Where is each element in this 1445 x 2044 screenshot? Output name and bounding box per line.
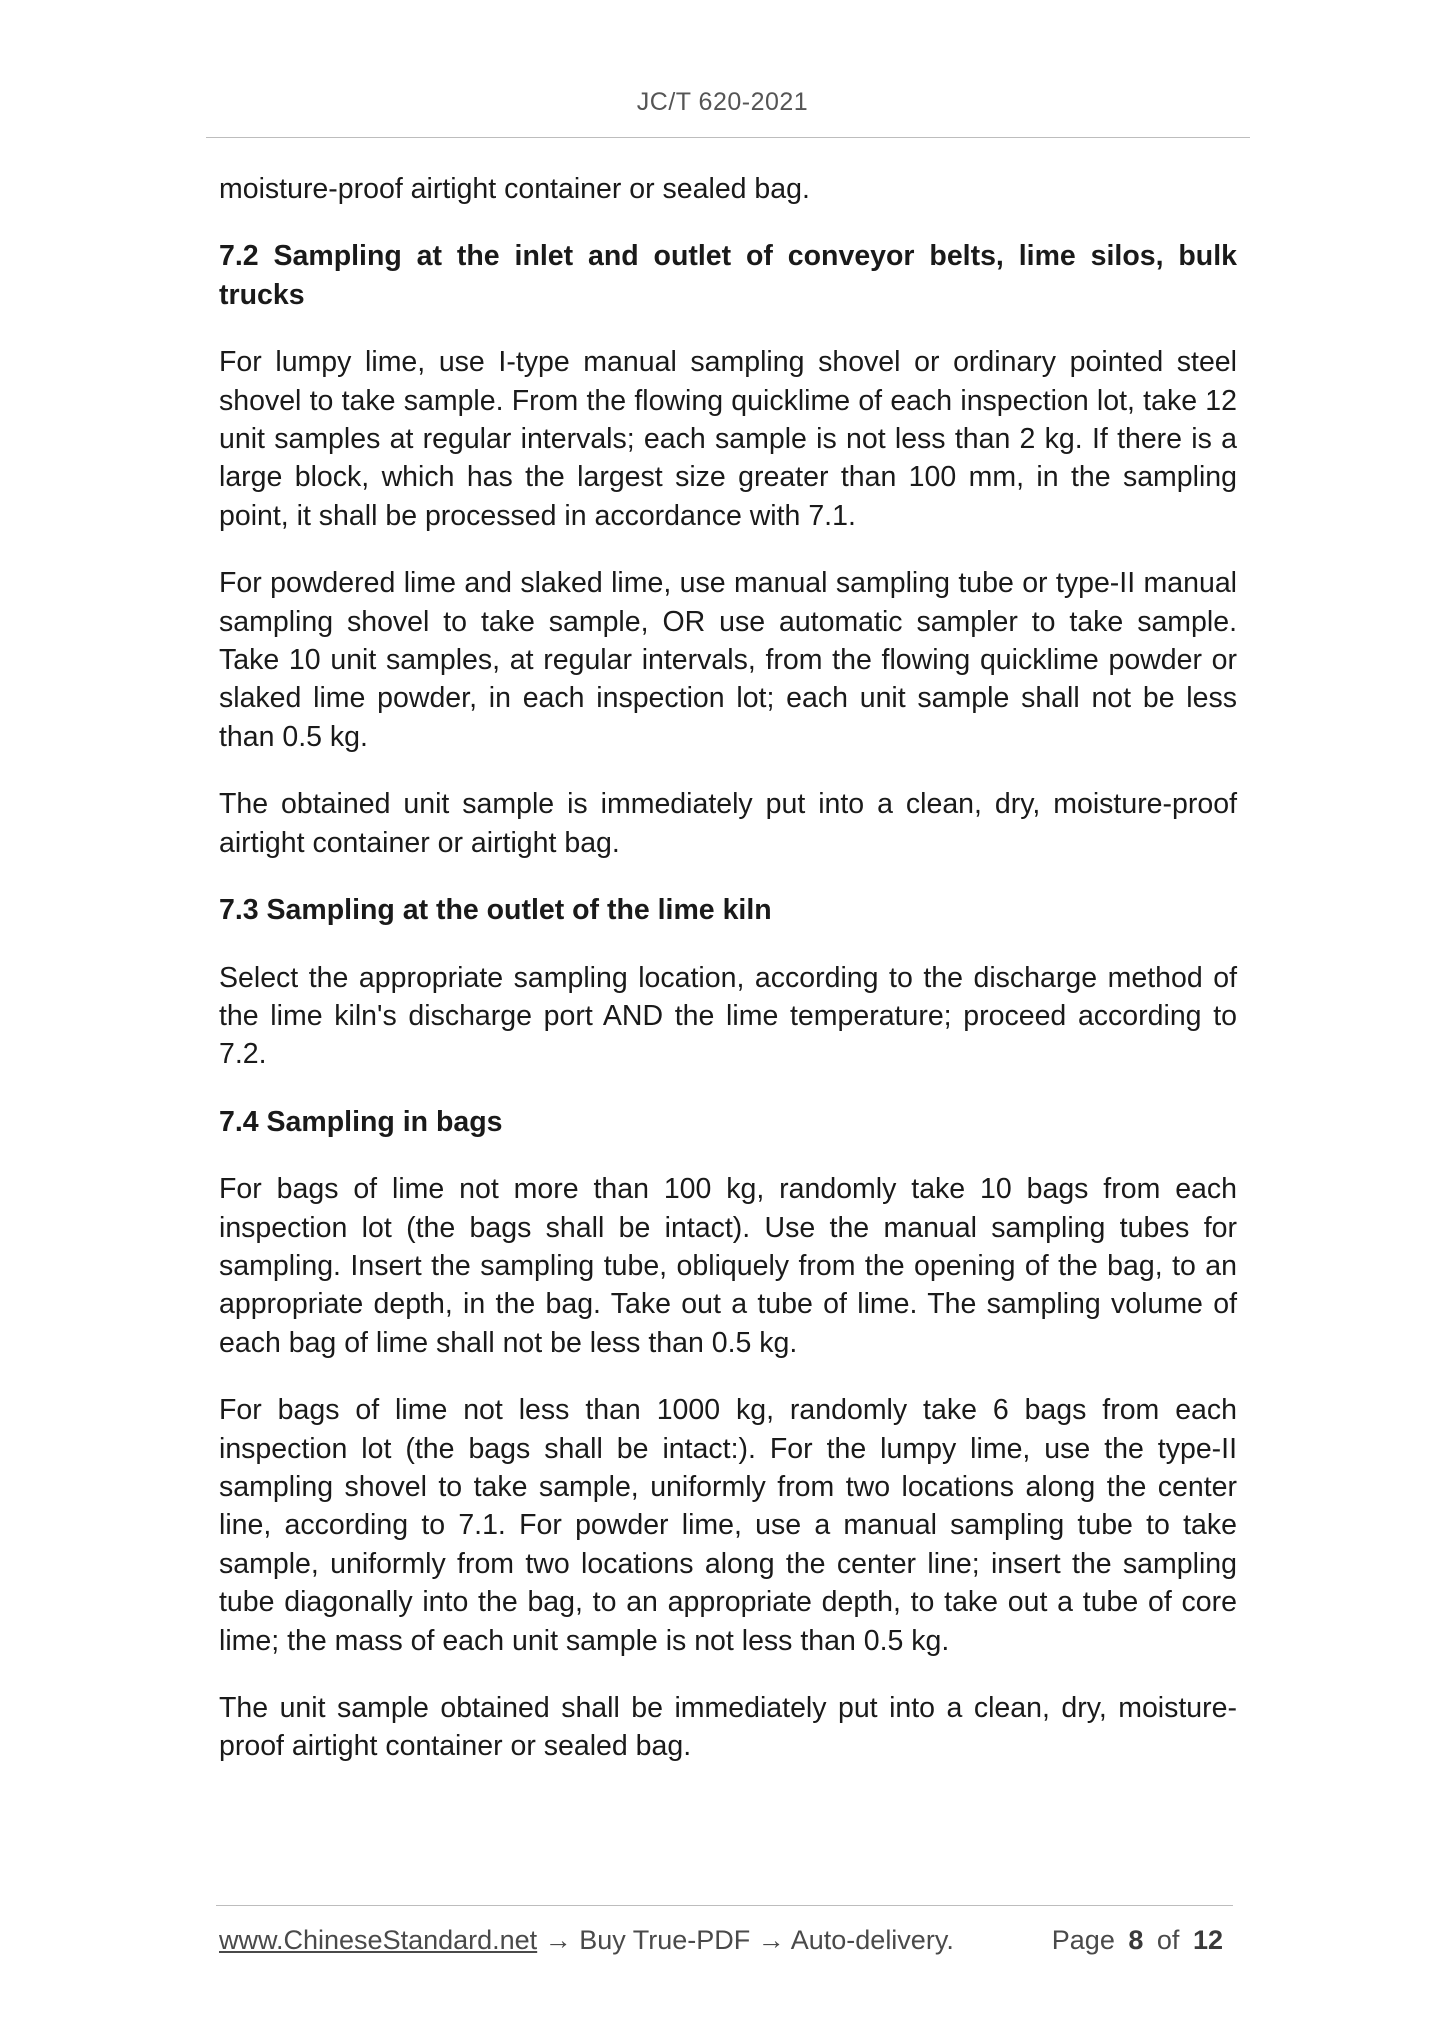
page-indicator <box>1052 1925 1229 1956</box>
paragraph-7-2-storage: The obtained unit sample is immediately put into a clean, dry, moisture-proof airtight container or airtight bag. <box>219 788 1237 859</box>
website-link[interactable]: www.ChineseStandard.net <box>219 1925 538 1955</box>
paragraph-7-4-large-bags: For bags of lime not less than 1000 kg, randomly take 6 bags from each inspection lot (the bags shall be intact:). For the lumpy lime, use the type-II sampling shovel to take sample, uniformly from two locations along the center line, according to 7.1. For powder lime, use a manual sampling tube to take sample, uniformly from two locations along the center line; insert the sampling tube diagonally into the bag, to an appropriate depth, to take out a tube of core lime; the mass of each unit sample is not less than 0.5 kg. <box>219 1394 1237 1657</box>
current-page-number: 8 <box>1128 1925 1144 1955</box>
document-body <box>219 170 1237 1795</box>
section-heading-7-3: 7.3 Sampling at the outlet of the lime kiln <box>219 894 772 927</box>
page-label: Page <box>1051 1925 1115 1955</box>
footer-promo-text: → Buy True-PDF → Auto-delivery. <box>537 1925 954 1955</box>
paragraph-7-4-small-bags: For bags of lime not more than 100 kg, randomly take 10 bags from each inspection lot (the bags shall be intact). Use the manual sampling tubes for sampling. Insert the sampling tube, obliquely from the opening of the bag, to an appropriate depth, in the bag. Take out a tube of lime. The sampling volume of each bag of lime shall not be less than 0.5 kg. <box>219 1173 1237 1359</box>
paragraph-7-4-storage: The unit sample obtained shall be immediately put into a clean, dry, moisture-proof airtight container or sealed bag. <box>219 1692 1237 1763</box>
footer-promo <box>219 1925 954 1956</box>
paragraph-7-2-lumpy-lime: For lumpy lime, use I-type manual sampling shovel or ordinary pointed steel shovel to take sample. From the flowing quicklime of each inspection lot, take 12 unit samples at regular intervals; each sample is not less than 2 kg. If there is a large block, which has the largest size greater than 100 mm, in the sampling point, it shall be processed in accordance with 7.1. <box>219 346 1237 532</box>
paragraph-7-3: Select the appropriate sampling location, according to the discharge method of the lime kiln's discharge port AND the lime temperature; proceed according to 7.2. <box>219 961 1237 1071</box>
paragraph-7-2-powdered-lime: For powdered lime and slaked lime, use manual sampling tube or type-II manual sampling shovel to take sample, OR use automatic sampler to take sample. Take 10 unit samples, at regular intervals, from the flowing quicklime powder or slaked lime powder, in each inspection lot; each unit sample shall not be less than 0.5 kg. <box>219 567 1237 753</box>
section-heading-7-4: 7.4 Sampling in bags <box>219 1105 503 1138</box>
page-footer <box>219 1925 1229 1956</box>
total-pages-number: 12 <box>1192 1925 1223 1955</box>
section-heading-7-2: 7.2 Sampling at the inlet and outlet of conveyor belts, lime silos, bulk trucks <box>219 240 1237 311</box>
paragraph-continuation: moisture-proof airtight container or sealed bag. <box>219 173 810 205</box>
document-header-id: JC/T 620-2021 <box>636 88 809 116</box>
of-label: of <box>1156 1925 1180 1955</box>
header-divider <box>206 137 1250 138</box>
footer-divider <box>216 1905 1233 1906</box>
